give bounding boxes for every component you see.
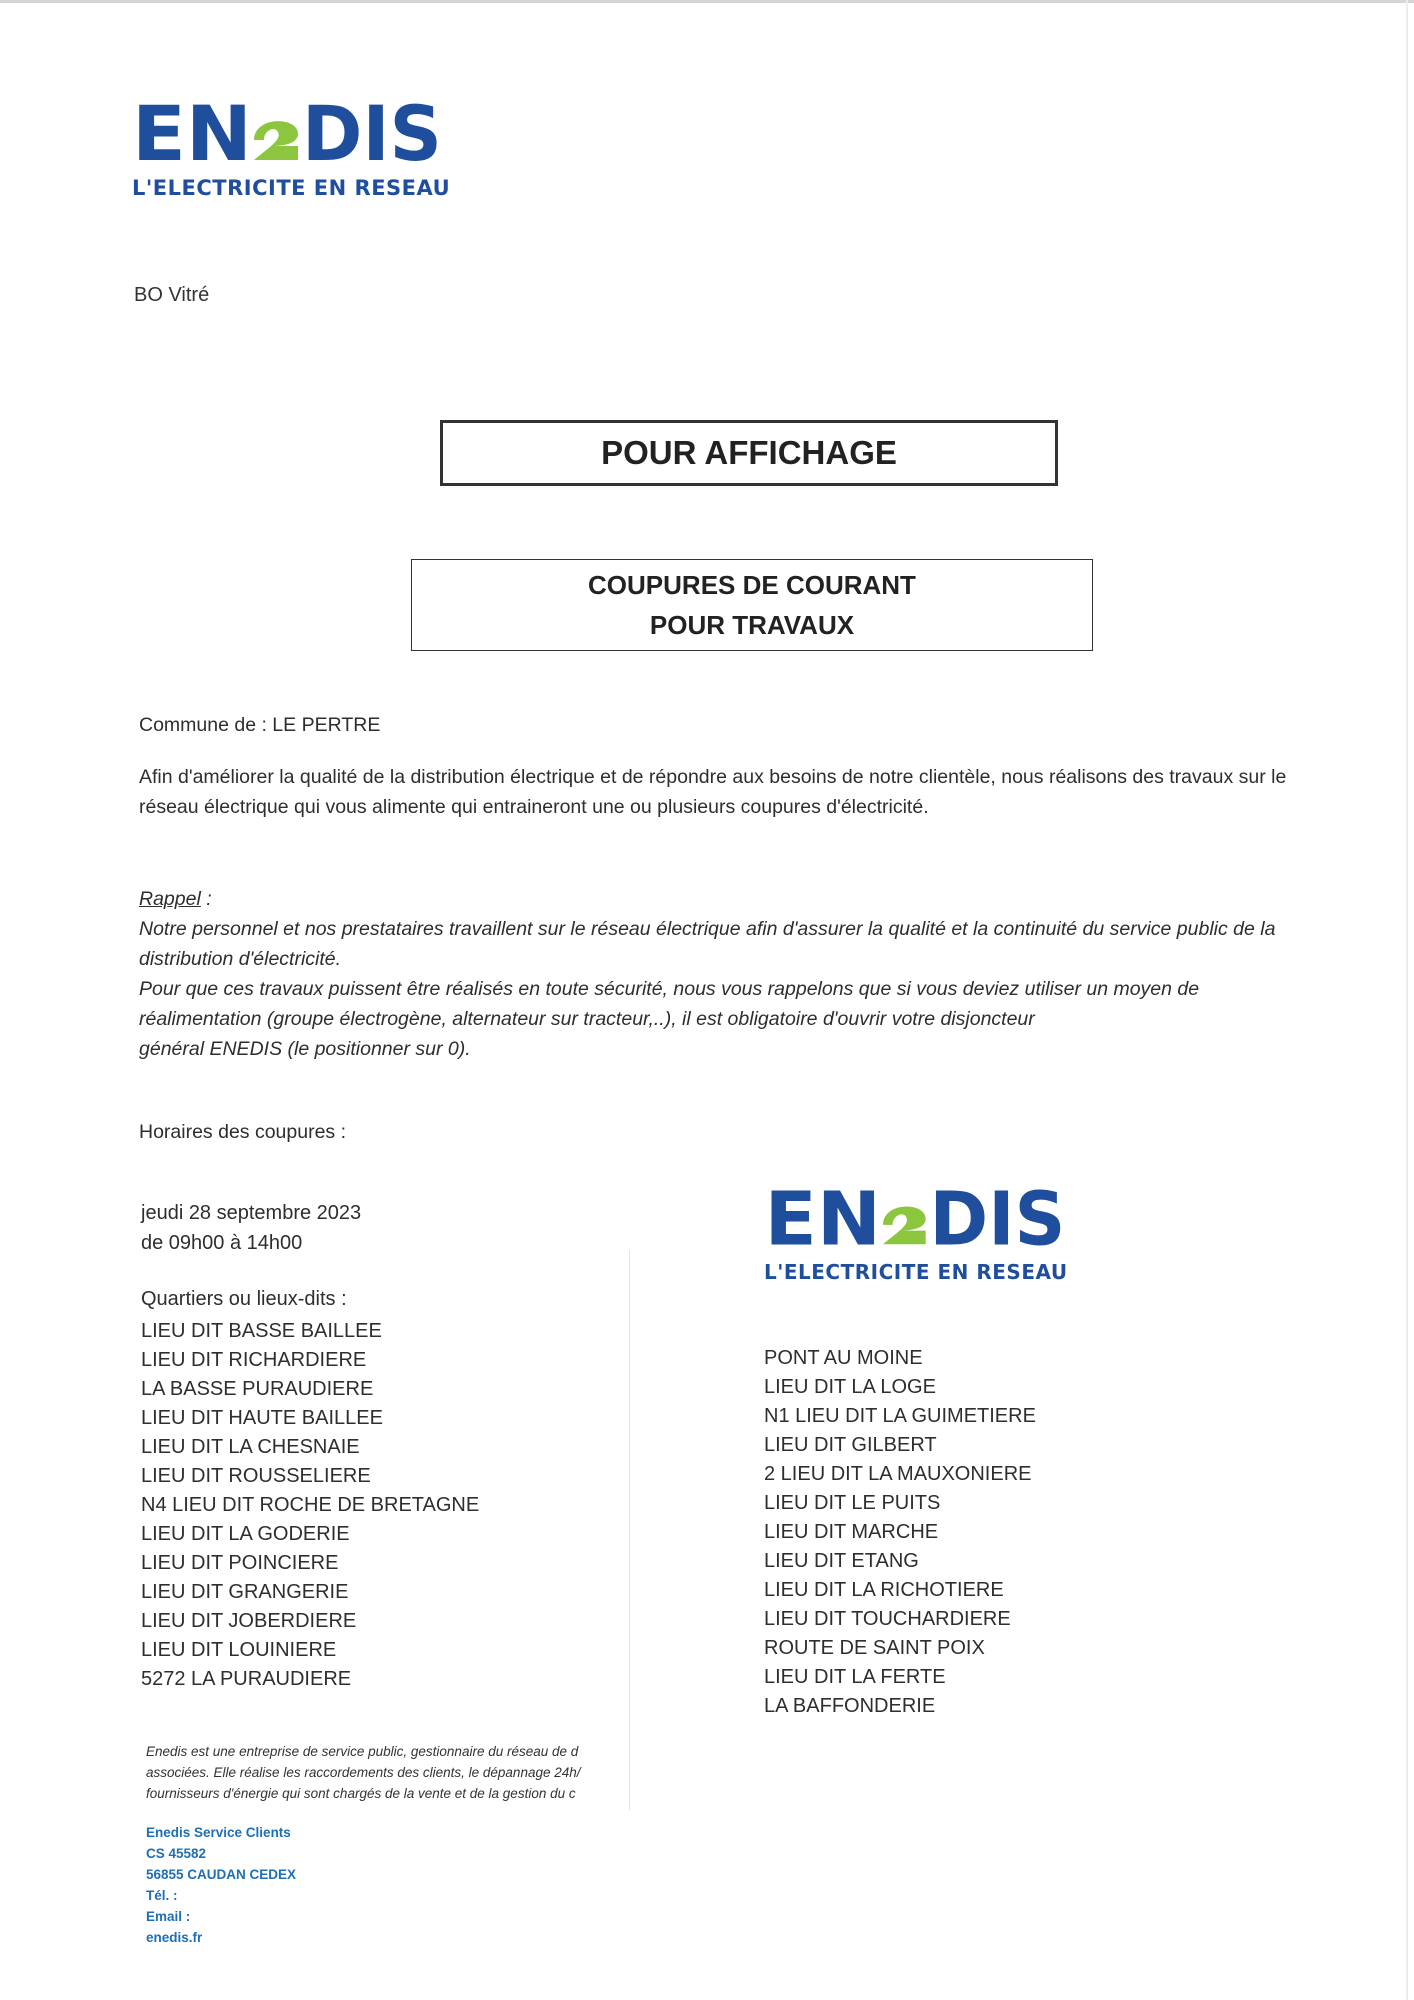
banner-pour-affichage: POUR AFFICHAGE (440, 420, 1058, 486)
logo-tagline: L'ELECTRICITE EN RESEAU (132, 176, 451, 200)
commune-line: Commune de : LE PERTRE (139, 714, 381, 736)
location-item: LIEU DIT POINCIERE (141, 1552, 339, 1574)
location-item: LIEU DIT LA LOGE (764, 1376, 936, 1398)
schedule-time: de 09h00 à 14h00 (141, 1232, 303, 1254)
schedule-date: jeudi 28 septembre 2023 (141, 1202, 362, 1224)
location-item: LIEU DIT ETANG (764, 1550, 919, 1572)
contact-cs: CS 45582 (146, 1846, 207, 1861)
location-item: LIEU DIT LA FERTE (764, 1666, 946, 1688)
enedis-wordmark-icon (132, 100, 442, 168)
contact-tel: Tél. : (146, 1888, 178, 1903)
location-item: LIEU DIT HAUTE BAILLEE (141, 1407, 383, 1429)
location-item: LIEU DIT MARCHE (764, 1521, 939, 1543)
locations-left-list (141, 1317, 479, 1694)
location-item: 2 LIEU DIT LA MAUXONIERE (764, 1463, 1032, 1485)
column-divider (629, 1250, 630, 1810)
svg-text:EN: EN (132, 100, 252, 168)
contact-block (146, 1822, 296, 1948)
location-item: LIEU DIT GRANGERIE (141, 1581, 349, 1603)
location-item: LIEU DIT GILBERT (764, 1434, 937, 1456)
contact-city: 56855 CAUDAN CEDEX (146, 1867, 297, 1882)
rappel-paragraph-2-end: général ENEDIS (le positionner sur 0). (139, 1038, 471, 1060)
location-item: LIEU DIT LA GODERIE (141, 1523, 350, 1545)
location-item: LA BASSE PURAUDIERE (141, 1378, 374, 1400)
legal-line-1: Enedis est une entreprise de service public, gestionnaire du réseau de d (146, 1744, 579, 1759)
subject-line-1: COUPURES DE COURANT (588, 570, 916, 600)
website-link[interactable]: enedis.fr (146, 1930, 203, 1945)
location-item: N4 LIEU DIT ROCHE DE BRETAGNE (141, 1494, 480, 1516)
location-item: LIEU DIT LE PUITS (764, 1492, 941, 1514)
logo-tagline: L'ELECTRICITE EN RESEAU (764, 1260, 1068, 1284)
svg-text:DIS: DIS (929, 1186, 1066, 1252)
location-item: ROUTE DE SAINT POIX (764, 1637, 985, 1659)
rappel-paragraph-2: Pour que ces travaux puissent être réalisés en toute sécurité, nous vous rappelons que si vous deviez utiliser un moyen de réalimentation (groupe électrogène, alternateur sur tracteur,..), il est obligatoire d'ouvrir votre disjoncteur (139, 978, 1200, 1030)
location-item: LIEU DIT BASSE BAILLEE (141, 1320, 382, 1342)
location-item: LIEU DIT LA CHESNAIE (141, 1436, 360, 1458)
schedule-block (141, 1198, 361, 1258)
legal-line-2: associées. Elle réalise les raccordements des clients, le dépannage 24h/ (146, 1765, 581, 1780)
location-item: 5272 LA PURAUDIERE (141, 1668, 352, 1690)
enedis-wordmark-icon (764, 1186, 1066, 1252)
scan-edge-right (1406, 0, 1408, 2000)
locations-right-list (764, 1344, 1036, 1721)
legal-line-3: fournisseurs d'énergie qui sont chargés de la vente et de la gestion du c (146, 1786, 576, 1801)
location-item: LIEU DIT JOBERDIERE (141, 1610, 357, 1632)
location-item: LA BAFFONDERIE (764, 1695, 936, 1717)
rappel-title: Rappel (139, 888, 201, 910)
location-item: LIEU DIT LA RICHOTIERE (764, 1579, 1004, 1601)
quartiers-heading: Quartiers ou lieux-dits : (141, 1288, 347, 1310)
intro-paragraph: Afin d'améliorer la qualité de la distribution électrique et de répondre aux besoins de notre clientèle, nous réalisons des travaux sur le réseau électrique qui vous alimente qui entraineront une ou plusieurs coupures d'électricité. (139, 766, 1287, 818)
location-item: LIEU DIT RICHARDIERE (141, 1349, 367, 1371)
location-item: LIEU DIT TOUCHARDIERE (764, 1608, 1011, 1630)
location-item: N1 LIEU DIT LA GUIMETIERE (764, 1405, 1036, 1427)
rappel-paragraph-1: Notre personnel et nos prestataires travaillent sur le réseau électrique afin d'assurer la qualité et la continuité du service public de la distribution d'électricité. (139, 918, 1276, 970)
svg-text:DIS: DIS (302, 100, 442, 168)
subject-line-2: POUR TRAVAUX (649, 610, 855, 640)
horaires-heading: Horaires des coupures : (139, 1121, 347, 1143)
svg-text:EN: EN (764, 1186, 882, 1252)
contact-email: Email : (146, 1909, 191, 1924)
location-item: LIEU DIT LOUINIERE (141, 1639, 337, 1661)
sender-office: BO Vitré (134, 284, 210, 306)
scan-edge-top (0, 0, 1414, 3)
rappel-heading (139, 884, 1319, 914)
legal-notice (146, 1741, 634, 1804)
enedis-logo-header (132, 100, 450, 200)
location-item: PONT AU MOINE (764, 1347, 923, 1369)
contact-name: Enedis Service Clients (146, 1825, 291, 1840)
enedis-logo-secondary (764, 1186, 1068, 1284)
subject-box (411, 559, 1093, 651)
rappel-block (139, 884, 1319, 1064)
location-item: LIEU DIT ROUSSELIERE (141, 1465, 371, 1487)
rappel-title-suffix: : (200, 888, 212, 910)
